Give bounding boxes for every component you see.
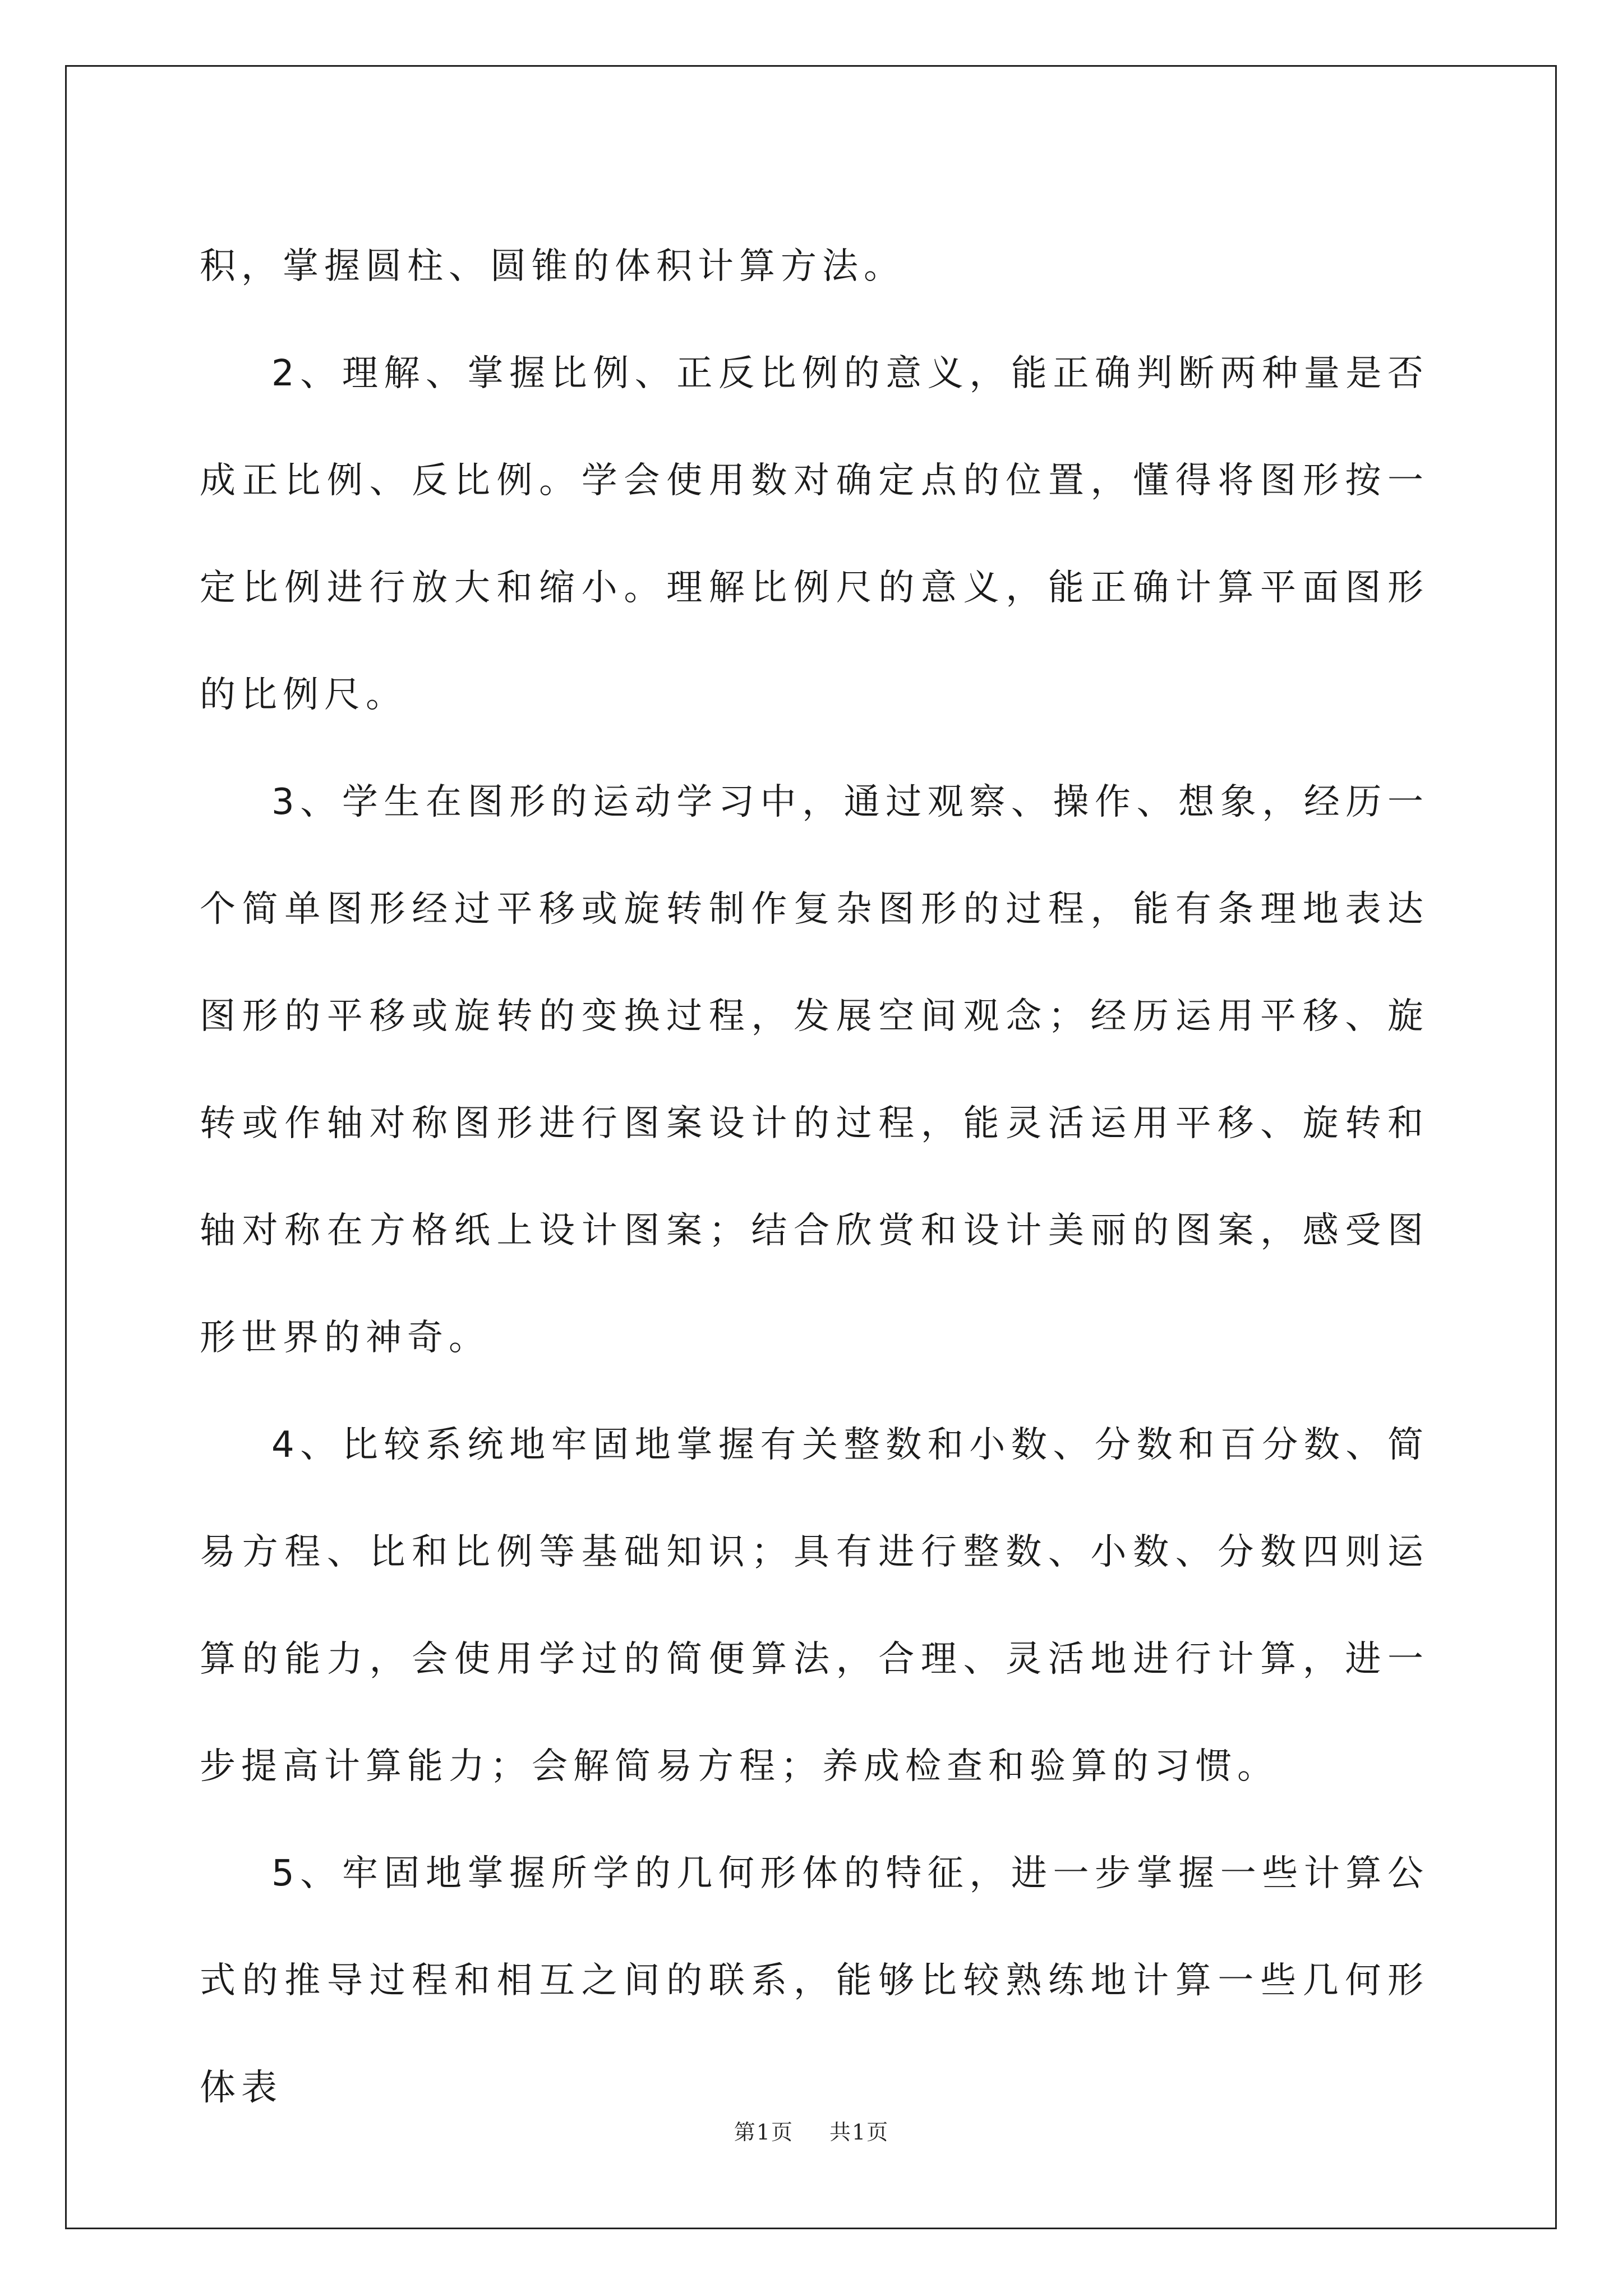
paragraph-2: 2、理解、掌握比例、正反比例的意义，能正确判断两种量是否成正比例、反比例。学会使用数对确定点的位置，懂得将图形按一定比例进行放大和缩小。理解比例尺的意义，能正确计算平面图形的比例尺。 <box>200 353 1429 716</box>
document-body <box>200 213 1429 2142</box>
paragraph-4: 4、比较系统地牢固地掌握有关整数和小数、分数和百分数、简易方程、比和比例等基础知识；具有进行整数、小数、分数四则运算的能力，会使用学过的简便算法，合理、灵活地进行计算，进一步提高计算能力；会解简易方程；养成检查和验算的习惯。 <box>200 1424 1429 1787</box>
page-number-current: 第1页 <box>734 2120 794 2145</box>
paragraph-5: 5、牢固地掌握所学的几何形体的特征，进一步掌握一些计算公式的推导过程和相互之间的联系，能够比较熟练地计算一些几何形体表 <box>200 1853 1429 2109</box>
paragraph-1: 积，掌握圆柱、圆锥的体积计算方法。 <box>200 246 905 287</box>
page-number-total: 共1页 <box>829 2120 889 2145</box>
page-footer <box>0 2115 1623 2146</box>
paragraph-3: 3、学生在图形的运动学习中，通过观察、操作、想象，经历一个简单图形经过平移或旋转制作复杂图形的过程，能有条理地表达图形的平移或旋转的变换过程，发展空间观念；经历运用平移、旋转或作轴对称图形进行图案设计的过程，能灵活运用平移、旋转和轴对称在方格纸上设计图案；结合欣赏和设计美丽的图案，感受图形世界的神奇。 <box>200 781 1429 1359</box>
